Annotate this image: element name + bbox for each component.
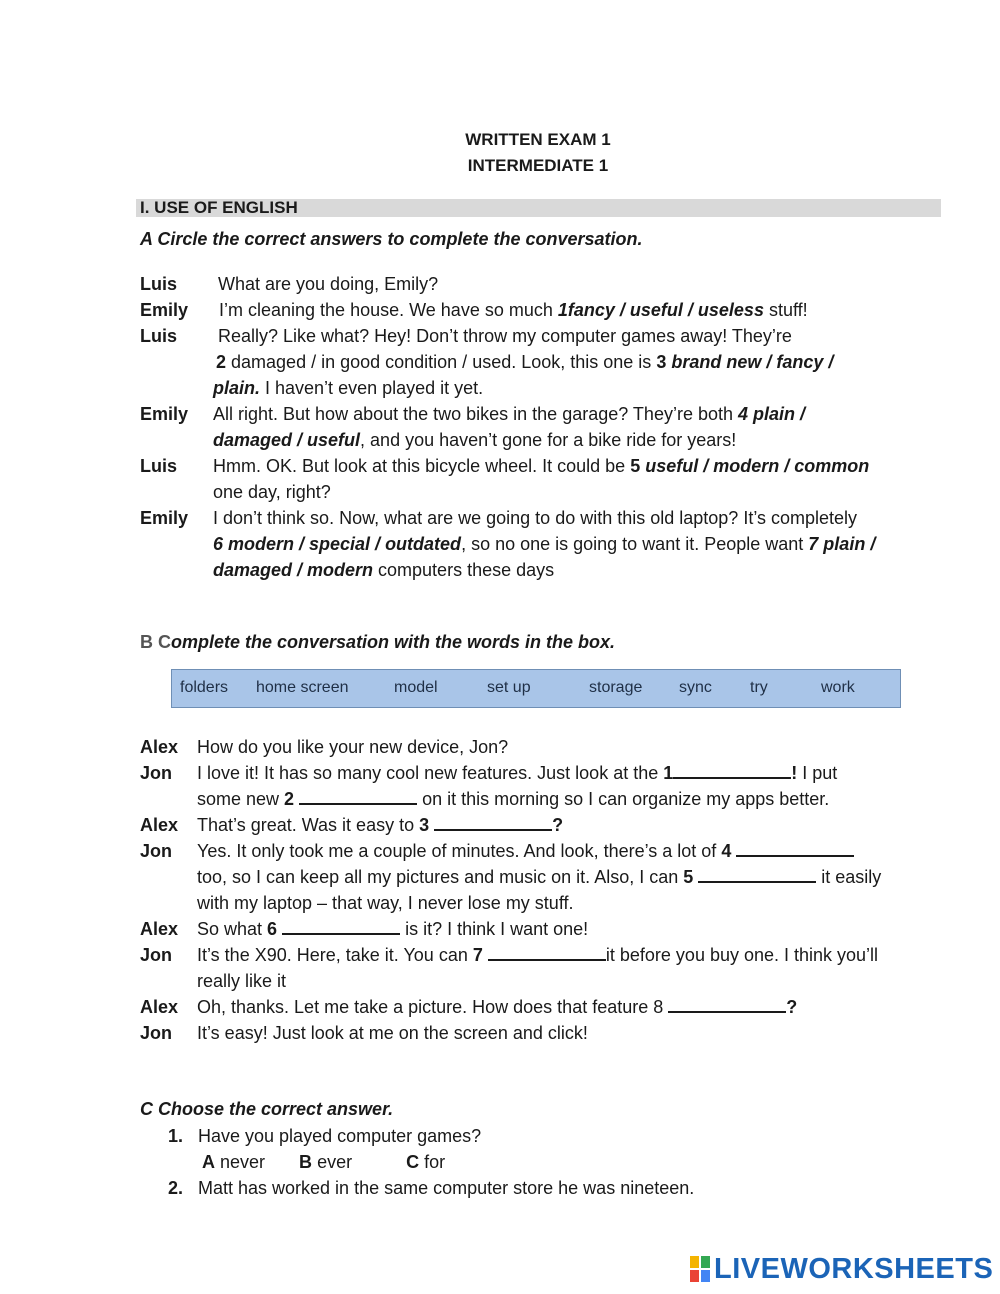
dialogue-text: 3 xyxy=(419,815,430,835)
dialogue-text: some new xyxy=(197,789,285,809)
answer-blank[interactable] xyxy=(282,917,400,935)
answer-blank[interactable] xyxy=(736,839,854,857)
dialogue-text: I put xyxy=(797,763,838,783)
option-b[interactable] xyxy=(299,1152,352,1172)
speaker-name: Emily xyxy=(140,508,189,528)
dialogue-line xyxy=(197,864,881,890)
dialogue-text: That’s great. Was it easy to xyxy=(197,815,420,835)
question-text: Matt has worked in the same computer store he was nineteen. xyxy=(198,1178,695,1198)
speaker-name: Alex xyxy=(140,997,179,1017)
part-b-heading-text: omplete the conversation with the words in the box. xyxy=(171,632,616,652)
dialogue-text: it before you buy one. I think you’ll xyxy=(605,945,879,965)
word-box xyxy=(171,669,901,708)
dialogue-text: is it? I think I want one! xyxy=(400,919,589,939)
logo-text: LIVEWORKSHEETS xyxy=(714,1252,994,1285)
question-text: Have you played computer games? xyxy=(198,1126,482,1146)
section-heading: I. USE OF ENGLISH xyxy=(136,199,941,217)
dialogue-text: 3 xyxy=(656,352,667,372)
dialogue-text: it easily xyxy=(816,867,882,887)
word-box-item: set up xyxy=(487,679,531,696)
dialogue-text: What are you doing, Emily? xyxy=(218,274,439,294)
answer-choices: 6 modern / special / outdated xyxy=(213,534,462,554)
dialogue-text: , and you haven’t gone for a bike ride for years! xyxy=(360,430,737,450)
word-box-item: folders xyxy=(180,679,229,696)
dialogue-text: really like it xyxy=(197,971,287,991)
dialogue-line xyxy=(213,479,331,505)
part-b-letter: B C xyxy=(140,632,171,652)
speaker-name: Emily xyxy=(140,404,189,424)
dialogue-text: It’s easy! Just look at me on the screen and click! xyxy=(197,1023,588,1043)
part-c-instructions: C Choose the correct answer. xyxy=(140,1099,394,1119)
dialogue-line xyxy=(219,297,808,323)
dialogue-text: Hmm. OK. But look at this bicycle wheel. It could be xyxy=(213,456,631,476)
answer-blank[interactable] xyxy=(488,943,606,961)
dialogue-text: I’m cleaning the house. We have so much xyxy=(219,300,558,320)
option-letter: B xyxy=(299,1152,313,1172)
answer-blank[interactable] xyxy=(698,865,816,883)
dialogue-text: ? xyxy=(552,815,564,835)
speaker-name: Luis xyxy=(140,326,178,346)
dialogue-text: ? xyxy=(786,997,798,1017)
dialogue-text: 5 xyxy=(630,456,641,476)
dialogue-text: ! xyxy=(791,763,798,783)
dialogue-text: I don’t think so. Now, what are we going to do with this old laptop? It’s completely xyxy=(213,508,858,528)
speaker-name: Luis xyxy=(140,456,178,476)
answer-blank[interactable] xyxy=(668,995,786,1013)
dialogue-text: 2 xyxy=(216,352,227,372)
dialogue-line xyxy=(197,890,574,916)
dialogue-text: It’s the X90. Here, take it. You can xyxy=(197,945,473,965)
dialogue-text: with my laptop – that way, I never lose my stuff. xyxy=(197,893,574,913)
exam-level: INTERMEDIATE 1 xyxy=(467,156,609,175)
dialogue-line xyxy=(218,323,792,349)
dialogue-line xyxy=(218,271,438,297)
dialogue-text: 7 xyxy=(472,945,483,965)
dialogue-text: Oh, thanks. Let me take a picture. How does that feature 8 xyxy=(197,997,669,1017)
answer-choices: 1fancy / useful / useless xyxy=(557,300,764,320)
answer-choices: plain. xyxy=(213,378,261,398)
dialogue-line xyxy=(197,786,829,812)
dialogue-line xyxy=(197,812,563,838)
answer-blank[interactable] xyxy=(434,813,552,831)
question-number: 2. xyxy=(168,1178,184,1198)
word-box-item: storage xyxy=(589,679,643,696)
speaker-name: Alex xyxy=(140,737,179,757)
dialogue-text: Really? Like what? Hey! Don’t throw my computer games away! They’re xyxy=(218,326,792,346)
dialogue-text: 2 xyxy=(284,789,295,809)
answer-choices: useful / modern / common xyxy=(645,456,870,476)
dialogue-line xyxy=(197,1020,588,1046)
dialogue-line xyxy=(216,349,833,375)
exam-title: WRITTEN EXAM 1 xyxy=(465,130,611,149)
dialogue-text: How do you like your new device, Jon? xyxy=(197,737,509,757)
word-box-item: sync xyxy=(679,679,712,696)
dialogue-text: 1 xyxy=(663,763,674,783)
speaker-name: Jon xyxy=(140,763,173,783)
dialogue-text: Yes. It only took me a couple of minutes. And look, there’s a lot of xyxy=(197,841,722,861)
question-number: 1. xyxy=(168,1126,184,1146)
option-text: for xyxy=(424,1152,446,1172)
speaker-name: Jon xyxy=(140,945,173,965)
dialogue-text: stuff! xyxy=(763,300,808,320)
dialogue-line xyxy=(213,427,736,453)
option-text: never xyxy=(220,1152,266,1172)
answer-blank[interactable] xyxy=(673,761,791,779)
logo-icon xyxy=(690,1256,710,1282)
dialogue-line xyxy=(197,760,837,786)
option-text: ever xyxy=(317,1152,353,1172)
word-box-item: try xyxy=(750,679,768,696)
dialogue-line xyxy=(197,968,286,994)
answer-choices: damaged / useful xyxy=(213,430,361,450)
dialogue-text: one day, right? xyxy=(213,482,331,502)
option-letter: A xyxy=(202,1152,215,1172)
option-a[interactable] xyxy=(202,1152,265,1172)
word-box-item: work xyxy=(821,679,855,696)
dialogue-text: 4 xyxy=(721,841,732,861)
speaker-name: Alex xyxy=(140,919,179,939)
word-box-item: home screen xyxy=(256,679,349,696)
dialogue-text: All right. But how about the two bikes in the garage? They’re both xyxy=(213,404,738,424)
dialogue-line xyxy=(197,838,854,864)
answer-options xyxy=(202,1149,445,1175)
dialogue-line xyxy=(197,942,878,968)
answer-choices: brand new / fancy / xyxy=(671,352,834,372)
option-letter: C xyxy=(406,1152,420,1172)
speaker-name: Jon xyxy=(140,1023,173,1043)
dialogue-text: computers these days xyxy=(373,560,555,580)
dialogue-line xyxy=(197,734,508,760)
speaker-name: Emily xyxy=(140,300,189,320)
dialogue-line xyxy=(213,453,869,479)
dialogue-line xyxy=(213,401,805,427)
dialogue-text: damaged / in good condition / used. Look, this one is xyxy=(226,352,657,372)
dialogue-line xyxy=(197,916,588,942)
answer-choices: 7 plain / xyxy=(808,534,876,554)
part-b-instructions xyxy=(140,632,615,653)
answer-choices: 4 plain / xyxy=(738,404,806,424)
dialogue-text: , so no one is going to want it. People want xyxy=(461,534,809,554)
dialogue-line xyxy=(213,505,857,531)
dialogue-line xyxy=(197,994,797,1020)
speaker-name: Luis xyxy=(140,274,178,294)
dialogue-line xyxy=(213,375,483,401)
word-box-item: model xyxy=(394,679,438,696)
dialogue-text: I love it! It has so many cool new features. Just look at the xyxy=(197,763,664,783)
answer-choices: damaged / modern xyxy=(213,560,374,580)
dialogue-line xyxy=(213,531,875,557)
dialogue-text: So what xyxy=(197,919,268,939)
speaker-name: Alex xyxy=(140,815,179,835)
answer-blank[interactable] xyxy=(299,787,417,805)
part-a-instructions: A Circle the correct answers to complete the conversation. xyxy=(140,229,643,249)
speaker-name: Jon xyxy=(140,841,173,861)
dialogue-text: on it this morning so I can organize my apps better. xyxy=(417,789,830,809)
dialogue-line xyxy=(213,557,554,583)
dialogue-text: 6 xyxy=(267,919,278,939)
dialogue-text: 5 xyxy=(683,867,694,887)
liveworksheets-logo xyxy=(690,1254,993,1284)
dialogue-text: too, so I can keep all my pictures and music on it. Also, I can xyxy=(197,867,684,887)
dialogue-text: I haven’t even played it yet. xyxy=(260,378,484,398)
option-c[interactable] xyxy=(406,1152,445,1172)
